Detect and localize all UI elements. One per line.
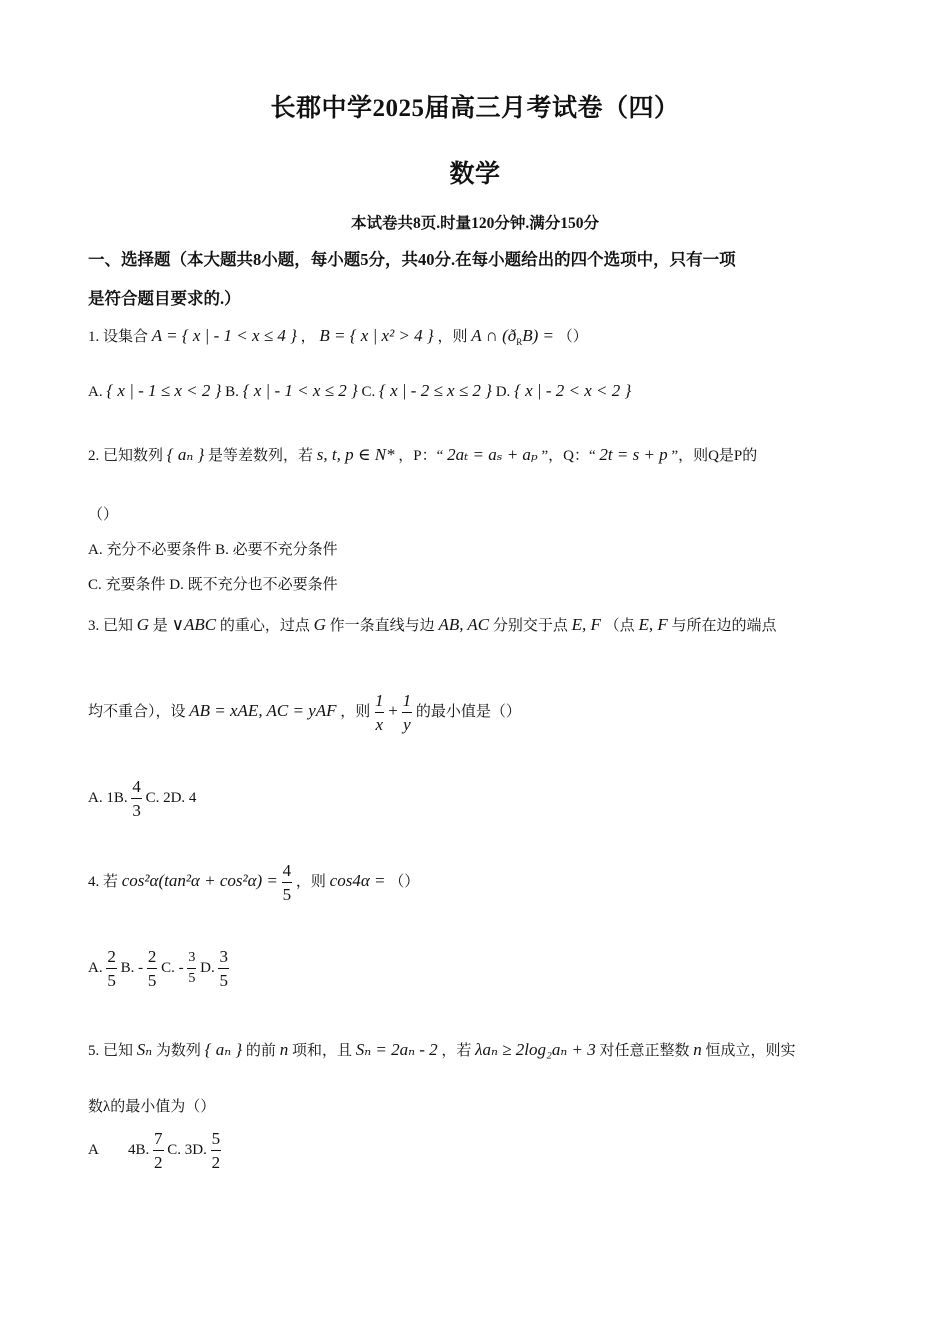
- q2-options-ab: A. 充分不必要条件 B. 必要不充分条件: [88, 542, 338, 558]
- q5-line2: 数λ的最小值为（）: [88, 1099, 216, 1115]
- q4-target: cos4α =: [329, 870, 386, 890]
- q4-opt-c-sign: -: [178, 959, 184, 976]
- q3-tail: 与所在边的端点: [671, 618, 777, 634]
- q4-opt-c-label: C.: [161, 959, 175, 976]
- q3-opt-b-fraction: $\frac{4}{3}$: [132, 777, 141, 820]
- q3-line2: [88, 692, 521, 733]
- question-1: [88, 325, 588, 347]
- section-heading-line2: 是符合题目要求的.）: [88, 289, 241, 308]
- q2-mid: 是等差数列，若: [208, 448, 314, 464]
- q1-expression: A ∩ (ð: [471, 326, 517, 345]
- q5-sn: Sₙ: [136, 1040, 153, 1059]
- q1-sep: ，: [300, 329, 316, 345]
- exam-info: 本试卷共8页.时量120分钟.满分150分: [350, 215, 599, 232]
- q3-mid2: 作一条直线与边: [329, 618, 435, 634]
- q1-opt-a-label: A.: [88, 384, 103, 400]
- q2-paren: （）: [88, 507, 119, 523]
- q4-opt-a-label: A.: [88, 959, 103, 976]
- q1-opt-c: { x | - 2 ≤ x ≤ 2 }: [379, 381, 492, 400]
- q4-opt-d-fraction: $\frac{3}{5}$: [219, 947, 228, 990]
- q4-tail: ，则: [295, 873, 326, 890]
- question-5: [88, 1039, 796, 1060]
- q4-paren: （）: [389, 873, 420, 890]
- q2-p-label: ，P：“: [398, 448, 444, 464]
- q4-opt-c-fraction: $\frac{3}{5}$: [188, 950, 196, 986]
- q3-equation: AB = xAE, AC = yAF: [189, 700, 337, 720]
- q4-options: [88, 948, 229, 989]
- q5-opt-cd: C. 3D.: [167, 1141, 207, 1158]
- q4-expression: cos²α(tan²α + cos²α) =: [121, 870, 278, 890]
- q3-points: E, F: [571, 615, 601, 634]
- q3-mid3: 分别交于点: [492, 618, 568, 634]
- q4-fraction: $\frac{4}{5}$: [282, 861, 292, 904]
- q1-opt-d-label: D.: [495, 384, 511, 400]
- q4-opt-b-sign: -: [138, 959, 144, 976]
- question-4: [88, 862, 419, 903]
- q1-opt-d: { x | - 2 < x < 2 }: [514, 381, 632, 400]
- q5-options: [88, 1130, 221, 1171]
- q3-opt-a: A. 1B.: [88, 789, 128, 806]
- q3-line2b: ，则: [340, 703, 371, 720]
- question-3: [88, 614, 776, 635]
- q1-opt-b: { x | - 1 < x ≤ 2 }: [242, 381, 358, 400]
- q1-sub-r: R: [516, 337, 523, 347]
- q1-expression-end: B) =: [522, 326, 555, 345]
- q2-sequence: { aₙ }: [166, 445, 205, 464]
- q3-options: [88, 778, 196, 819]
- section-heading-line1: 一、选择题（本大题共8小题，每小题5分，共40分.在每小题给出的四个选项中，只有一项: [88, 250, 736, 269]
- q3-prefix: 3. 已知: [88, 618, 134, 634]
- q4-opt-b-label: B.: [120, 959, 135, 976]
- q5-sequence: { aₙ }: [204, 1040, 243, 1059]
- q3-g2: G: [313, 615, 326, 634]
- q5-equation: Sₙ = 2aₙ - 2: [355, 1040, 438, 1059]
- q5-opt-b-fraction: $\frac{7}{2}$: [154, 1129, 163, 1172]
- q3-mid1: 的重心，过点: [219, 618, 310, 634]
- q5-n: n: [279, 1040, 289, 1059]
- q5-opt-d-fraction: $\frac{5}{2}$: [211, 1129, 221, 1172]
- page-title: 长郡中学2025届高三月考试卷（四）: [270, 95, 680, 122]
- q5-opt-a: A 4B.: [88, 1141, 150, 1158]
- q5-tail: 恒成立，则实: [705, 1043, 796, 1059]
- q1-prefix: 1. 设集合: [88, 329, 149, 345]
- subject-title: 数学: [449, 161, 501, 188]
- q4-opt-a-fraction: $\frac{2}{5}$: [107, 947, 116, 990]
- q5-prefix: 5. 已知: [88, 1043, 134, 1059]
- q5-mid1: 为数列: [155, 1043, 201, 1059]
- q3-line2a: 均不重合），设: [88, 703, 186, 720]
- q1-set-b: B = { x | x² > 4 }: [319, 326, 434, 345]
- q3-fraction-1: $\frac{1}{x}$: [375, 691, 384, 734]
- q1-opt-b-label: B.: [225, 384, 239, 400]
- q1-paren: （）: [557, 329, 588, 345]
- q3-g: G: [136, 615, 150, 634]
- q5-mid3: 项和，且: [291, 1043, 352, 1059]
- q2-q-label: ”，Q：“: [541, 448, 596, 464]
- q2-p-expr: 2aₜ = aₛ + aₚ: [447, 445, 538, 464]
- q3-sides: AB, AC: [438, 615, 490, 634]
- q3-fraction-2: $\frac{1}{y}$: [402, 691, 412, 734]
- q1-then: ，则: [437, 329, 468, 345]
- q4-opt-b-fraction: $\frac{2}{5}$: [147, 947, 157, 990]
- q1-opt-c-label: C.: [361, 384, 376, 400]
- q5-mid5: 对任意正整数: [599, 1043, 690, 1059]
- q1-options: [88, 381, 631, 401]
- q3-line2c: 的最小值是（）: [415, 703, 521, 720]
- q5-inequality: λaₙ ≥ 2log₂aₙ + 3: [475, 1040, 596, 1059]
- q2-vars: s, t, p ∈ N*: [316, 445, 395, 464]
- q2-prefix: 2. 已知数列: [88, 448, 164, 464]
- q5-mid4: ，若: [441, 1043, 472, 1059]
- q2-q-expr: 2t = s + p: [599, 445, 668, 464]
- q4-prefix: 4. 若: [88, 873, 119, 890]
- q5-mid2: 的前: [245, 1043, 276, 1059]
- q2-tail: ”，则Q是P的: [671, 448, 758, 464]
- q3-mid4: （点: [604, 618, 635, 634]
- q1-set-a: A = { x | - 1 < x ≤ 4 }: [151, 326, 297, 345]
- q3-plus: +: [388, 700, 398, 720]
- q3-is: 是: [152, 618, 168, 634]
- q2-options-cd: C. 充要条件 D. 既不充分也不必要条件: [88, 577, 338, 593]
- q3-points2: E, F: [638, 615, 668, 634]
- q3-triangle: ∨ABC: [171, 615, 217, 634]
- q5-n2: n: [693, 1040, 702, 1059]
- q4-opt-d-label: D.: [200, 959, 215, 976]
- question-2: [88, 444, 757, 465]
- q1-opt-a: { x | - 1 ≤ x < 2 }: [106, 381, 222, 400]
- q3-opt-cd: C. 2D. 4: [145, 789, 197, 806]
